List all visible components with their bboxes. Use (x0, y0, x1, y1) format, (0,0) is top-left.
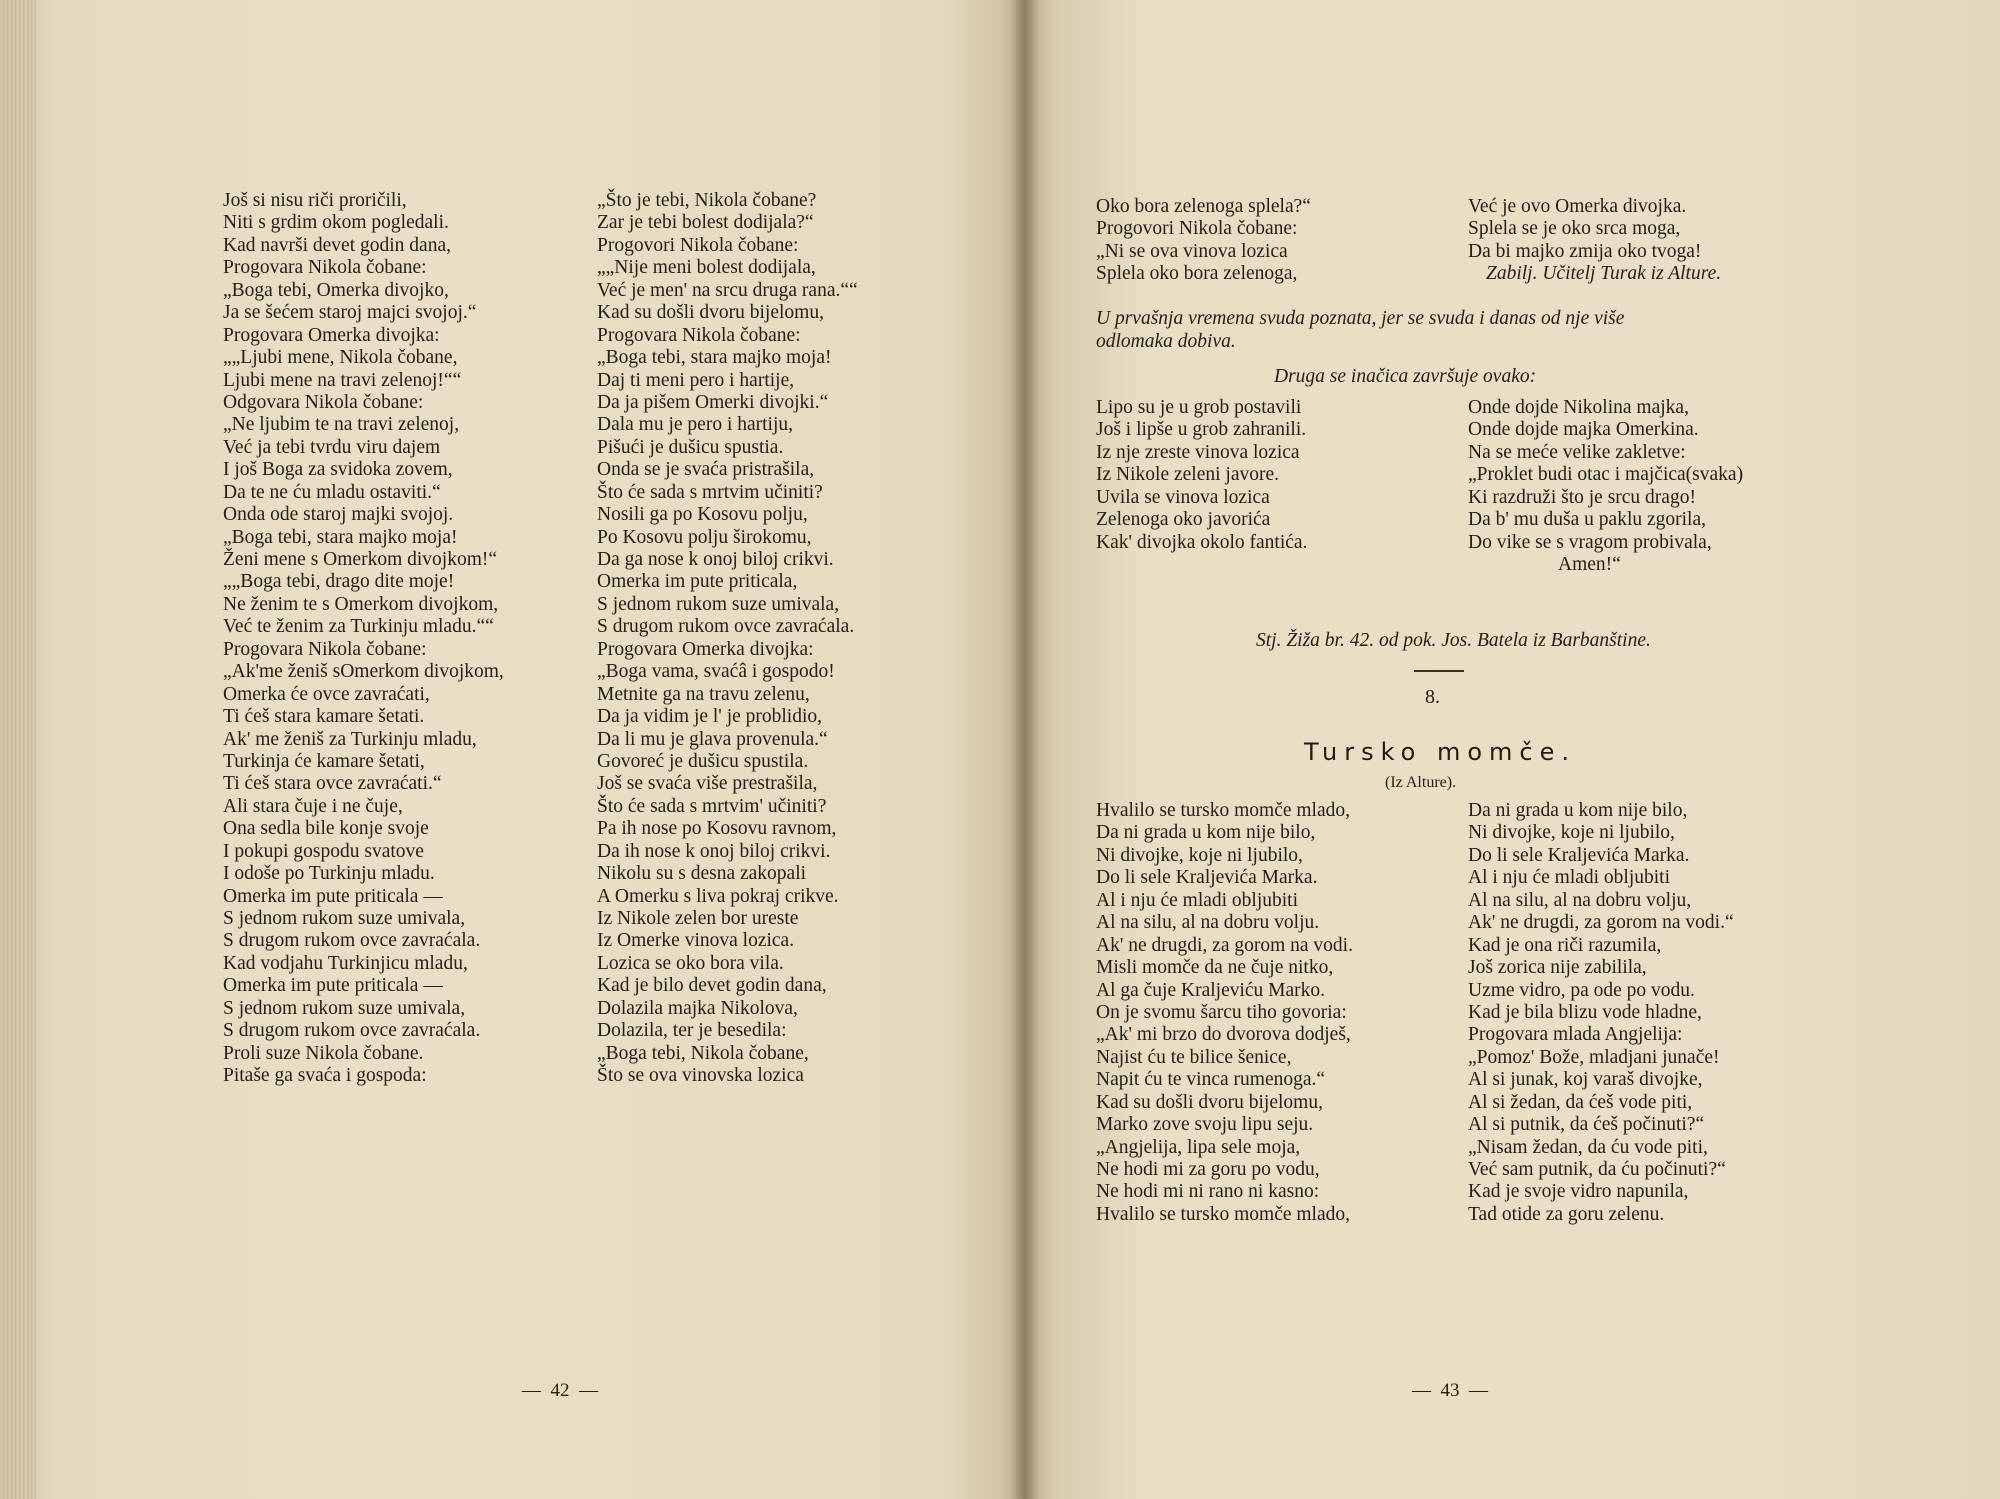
section-divider (1414, 670, 1464, 672)
verse-line: Da ni grada u kom nije bilo, (1096, 822, 1316, 844)
verse-line: S jednom rukom suze umivala, (597, 593, 840, 615)
verse-line: Ona sedla bile konje svoje (223, 818, 429, 840)
verse-line: I još Boga za svidoka zovem, (223, 459, 453, 481)
verse-line: Niti s grdim okom pogledali. (223, 212, 449, 234)
verse-line: Ali stara čuje i ne čuje, (223, 795, 403, 817)
verse-line: Iz Omerke vinova lozica. (597, 930, 795, 952)
verse-line: Već je men' na srcu druga rana.““ (597, 279, 858, 301)
verse-line: Pitaše ga svaća i gospoda: (223, 1065, 427, 1087)
verse-line: Progovara Nikola čobane: (223, 638, 427, 660)
verse-line: Da ih nose k onoj biloj crikvi. (597, 840, 831, 862)
verse-line: Ti ćeš stara ovce zavraćati.“ (223, 773, 442, 795)
right-page-column-1 (1096, 196, 1311, 286)
verse-line: Da li mu je glava provenula.“ (597, 728, 828, 750)
verse-line: Progovara Nikola čobane: (223, 257, 427, 279)
verse-line: Ak' ne drugdi, za gorom na vodi. (1096, 934, 1353, 956)
verse-line: „„Nije meni bolest dodijala, (597, 257, 816, 279)
verse-line: Kak' divojka okolo fantića. (1096, 531, 1308, 553)
verse-line: Ženi mene s Omerkom divojkom!“ (223, 549, 498, 570)
verse-line: Još se svaća više prestrašila, (597, 773, 818, 795)
verse-line: Kad vodjahu Turkinjicu mladu, (223, 952, 468, 974)
poem-title: Tursko momče. (1304, 738, 1576, 766)
verse-line: Kad su došli dvoru bijelomu, (1096, 1091, 1323, 1113)
verse-line: Ki razdruži što je srcu drago! (1468, 486, 1696, 508)
verse-line: „Ne ljubim te na travi zelenoj, (223, 414, 460, 436)
verse-line: Govoreć je dušicu spustila. (597, 750, 809, 772)
verse-line: „„Ljubi mene, Nikola čobane, (223, 347, 458, 369)
verse-line: Progovara mlada Angjelija: (1468, 1024, 1683, 1046)
verse-line: Splela oko bora zelenoga, (1096, 263, 1298, 285)
poem-column-2 (1468, 800, 1734, 1226)
verse-line: Al ga čuje Kraljeviću Marko. (1096, 979, 1326, 1001)
verse-line: S drugom rukom ovce zavraćala. (223, 1020, 481, 1042)
verse-line: Iz nje zreste vinova lozica (1096, 441, 1300, 463)
verse-line: Dala mu je pero i hartiju, (597, 414, 794, 436)
note-line: odlomaka dobiva. (1096, 330, 1236, 352)
verse-line: Progovara Omerka divojka: (223, 324, 440, 346)
verse-line: Turkinja će kamare šetati, (223, 750, 425, 772)
verse-line: „Nisam žedan, da ću vode piti, (1468, 1136, 1708, 1158)
verse-line: Progovara Nikola čobane: (597, 324, 801, 346)
left-page-column-1 (223, 190, 504, 1088)
verse-line: Da te ne ću mladu ostaviti.“ (223, 481, 441, 503)
verse-line: A Omerku s liva pokraj crikve. (597, 885, 839, 907)
verse-line: „Boga tebi, stara majko moja! (597, 347, 832, 369)
verse-line: „Ak'me ženiš sOmerkom divojkom, (223, 661, 504, 683)
verse-line: Al si junak, koj varaš divojke, (1468, 1069, 1703, 1091)
page-number-43: — 43 — (1412, 1380, 1488, 1401)
verse-line: Onde dojde majka Omerkina. (1468, 419, 1699, 441)
verse-line: „Boga vama, svaćâ i gospodo! (597, 661, 835, 683)
verse-line: Lipo su je u grob postavili (1096, 397, 1302, 418)
page-number-42: — 42 — (522, 1380, 598, 1401)
verse-line: S jednom rukom suze umivala, (223, 908, 466, 929)
left-page-column-2 (597, 190, 858, 1088)
verse-line: Zar je tebi bolest dodijala?“ (597, 212, 814, 234)
verse-line: Tad otide za goru zelenu. (1468, 1203, 1665, 1225)
verse-line: I pokupi gospodu svatove (223, 840, 424, 862)
variant-intro: Druga se inačica završuje ovako: (1274, 366, 1537, 387)
poem-subtitle: (Iz Alture). (1385, 774, 1457, 791)
verse-line: Ljubi mene na travi zelenoj!““ (223, 369, 462, 391)
poem-column-1 (1096, 800, 1353, 1226)
verse-line: Oko bora zelenoga splela?“ (1096, 196, 1311, 217)
verse-line: Kad navrši devet godin dana, (223, 234, 451, 256)
verse-line: Ni divojke, koje ni ljubilo, (1468, 822, 1675, 844)
verse-line: Progovori Nikola čobane: (1096, 218, 1298, 240)
verse-line: Već te ženim za Turkinju mladu.““ (223, 616, 494, 638)
verse-line: Najist ću te bilice šenice, (1096, 1046, 1292, 1068)
verse-line: Progovara Omerka divojka: (597, 638, 814, 660)
verse-line: Na se meće velike zakletve: (1468, 441, 1686, 463)
verse-line: Omerka će ovce zavraćati, (223, 683, 430, 705)
verse-line: Misli momče da ne čuje nitko, (1096, 957, 1334, 979)
verse-line: Uvila se vinova lozica (1096, 486, 1270, 508)
verse-line: Metnite ga na travu zelenu, (597, 683, 810, 705)
verse-line: Kad su došli dvoru bijelomu, (597, 302, 824, 324)
verse-line: I odoše po Turkinju mladu. (223, 863, 435, 885)
verse-line: Ja se šećem staroj majci svojoj.“ (223, 302, 477, 324)
source-attribution: Stj. Žiža br. 42. od pok. Jos. Batela iz Barbanštine. (1256, 630, 1651, 651)
verse-line: Ne hodi mi za goru po vodu, (1096, 1159, 1320, 1180)
verse-line: Amen!“ (1558, 554, 1621, 576)
verse-line: Već ja tebi tvrdu viru dajem (223, 436, 441, 458)
verse-line: Nikolu su s desna zakopali (597, 863, 807, 885)
verse-line: Pišući je dušicu spustia. (597, 436, 784, 458)
verse-line: Da b' mu duša u paklu zgorila, (1468, 509, 1706, 531)
verse-line: Do li sele Kraljevića Marka. (1468, 844, 1690, 866)
verse-line: Da bi majko zmija oko tvoga! (1468, 240, 1702, 262)
verse-line: „Angjelija, lipa sele moja, (1096, 1136, 1301, 1158)
verse-line: „Boga tebi, Nikola čobane, (597, 1042, 809, 1064)
verse-line: Napit ću te vinca rumenoga.“ (1096, 1069, 1326, 1091)
verse-line: Kad je bila blizu vode hladne, (1468, 1001, 1702, 1023)
editorial-note (1096, 308, 1624, 353)
verse-line: Ak' me ženiš za Turkinju mladu, (223, 728, 477, 750)
verse-line: Onde dojde Nikolina majka, (1468, 397, 1689, 418)
variant-column-1 (1096, 397, 1307, 554)
verse-line: Ne ženim te s Omerkom divojkom, (223, 593, 499, 615)
verse-line: Još zorica nije zabilila, (1468, 957, 1647, 979)
verse-line: Već je ovo Omerka divojka. (1468, 196, 1687, 217)
verse-line: Omerka im pute priticala — (223, 975, 443, 997)
verse-line: Proli suze Nikola čobane. (223, 1042, 424, 1064)
section-number: 8. (1425, 686, 1440, 708)
verse-line: Al na silu, al na dobru volju. (1096, 912, 1320, 934)
verse-line: Al si žedan, da ćeš vode piti, (1468, 1091, 1693, 1113)
verse-line: „Proklet budi otac i majčica(svaka) (1468, 464, 1744, 486)
verse-line: Pa ih nose po Kosovu ravnom, (597, 818, 837, 840)
verse-line: Iz Nikole zeleni javore. (1096, 464, 1279, 486)
verse-line: Lozica se oko bora vila. (597, 952, 784, 974)
verse-line: Al si putnik, da ćeš počinuti?“ (1468, 1114, 1705, 1136)
variant-column-2 (1468, 397, 1743, 577)
verse-line: S drugom rukom ovce zavraćala. (597, 616, 855, 638)
verse-line: Al i nju će mladi obljubiti (1468, 867, 1671, 889)
verse-line: Do vike se s vragom probivala, (1468, 531, 1712, 553)
verse-line: Al i nju će mladi obljubiti (1096, 889, 1299, 911)
verse-line: „„Boga tebi, drago dite moje! (223, 571, 455, 593)
verse-line: Kad je svoje vidro napunila, (1468, 1181, 1689, 1203)
verse-line: Ti ćeš stara kamare šetati. (223, 706, 425, 728)
page-edge (0, 0, 36, 1499)
verse-line: On je svomu šarcu tiho govoria: (1096, 1001, 1347, 1023)
verse-line: Po Kosovu polju širokomu, (597, 526, 812, 548)
right-page (1024, 0, 2000, 1499)
verse-line: „Ni se ova vinova lozica (1096, 240, 1288, 262)
verse-line: „Boga tebi, Omerka divojko, (223, 279, 449, 301)
verse-line: Da ga nose k onoj biloj crikvi. (597, 549, 834, 570)
verse-line: Omerka im pute priticala, (597, 571, 798, 593)
verse-line: Dolazila majka Nikolova, (597, 997, 798, 1019)
verse-line: Hvalilo se tursko momče mlado, (1096, 1203, 1350, 1225)
verse-line: Što se ova vinovska lozica (597, 1065, 804, 1087)
verse-line: Marko zove svoju lipu seju. (1096, 1114, 1314, 1136)
verse-line: Već sam putnik, da ću počinuti?“ (1468, 1159, 1726, 1180)
verse-line: Da ja vidim je l' je problidio, (597, 706, 823, 728)
verse-line: Nosili ga po Kosovu polju, (597, 504, 808, 526)
verse-line: Da ni grada u kom nije bilo, (1468, 800, 1688, 821)
verse-line: Zabilj. Učitelj Turak iz Alture. (1486, 263, 1722, 285)
verse-line: „Boga tebi, stara majko moja! (223, 526, 458, 548)
verse-line: Ni divojke, koje ni ljubilo, (1096, 844, 1303, 866)
verse-line: Omerka im pute priticala — (223, 885, 443, 907)
verse-line: Onda ode staroj majki svojoj. (223, 504, 454, 526)
verse-line: Što će sada s mrtvim' učiniti? (597, 795, 827, 817)
verse-line: Splela se je oko srca moga, (1468, 218, 1681, 240)
right-page-column-2 (1468, 196, 1721, 286)
verse-line: Kad je bilo devet godin dana, (597, 975, 827, 997)
verse-line: S drugom rukom ovce zavraćala. (223, 930, 481, 952)
verse-line: Al na silu, al na dobru volju, (1468, 889, 1692, 911)
verse-line: Odgovara Nikola čobane: (223, 391, 424, 413)
verse-line: Da ja pišem Omerki divojki.“ (597, 391, 829, 413)
verse-line: S jednom rukom suze umivala, (223, 997, 466, 1019)
verse-line: Onda se je svaća pristrašila, (597, 459, 815, 481)
verse-line: Ne hodi mi ni rano ni kasno: (1096, 1181, 1320, 1203)
book-gutter (1010, 0, 1040, 1499)
verse-line: Kad je ona riči razumila, (1468, 934, 1662, 956)
verse-line: Hvalilo se tursko momče mlado, (1096, 800, 1350, 821)
note-line: U prvašnja vremena svuda poznata, jer se svuda i danas od nje više (1096, 308, 1625, 329)
verse-line: Uzme vidro, pa ode po vodu. (1468, 979, 1695, 1001)
verse-line: Zelenoga oko javorića (1096, 509, 1271, 531)
verse-line: Što će sada s mrtvim učiniti? (597, 481, 823, 503)
verse-line: Do li sele Kraljevića Marka. (1096, 867, 1318, 889)
verse-line: Daj ti meni pero i hartije, (597, 369, 795, 391)
verse-line: Ak' ne drugdi, za gorom na vodi.“ (1468, 912, 1734, 934)
verse-line: Iz Nikole zelen bor ureste (597, 908, 799, 929)
verse-line: Progovori Nikola čobane: (597, 234, 799, 256)
verse-line: Dolazila, ter je besedila: (597, 1020, 787, 1042)
verse-line: „Pomoz' Bože, mladjani junače! (1468, 1046, 1720, 1068)
verse-line: „Ak' mi brzo do dvorova dodješ, (1096, 1024, 1351, 1046)
verse-line: „Što je tebi, Nikola čobane? (597, 190, 817, 211)
verse-line: Još i lipše u grob zahranili. (1096, 419, 1307, 441)
verse-line: Još si nisu riči proričili, (223, 190, 407, 211)
